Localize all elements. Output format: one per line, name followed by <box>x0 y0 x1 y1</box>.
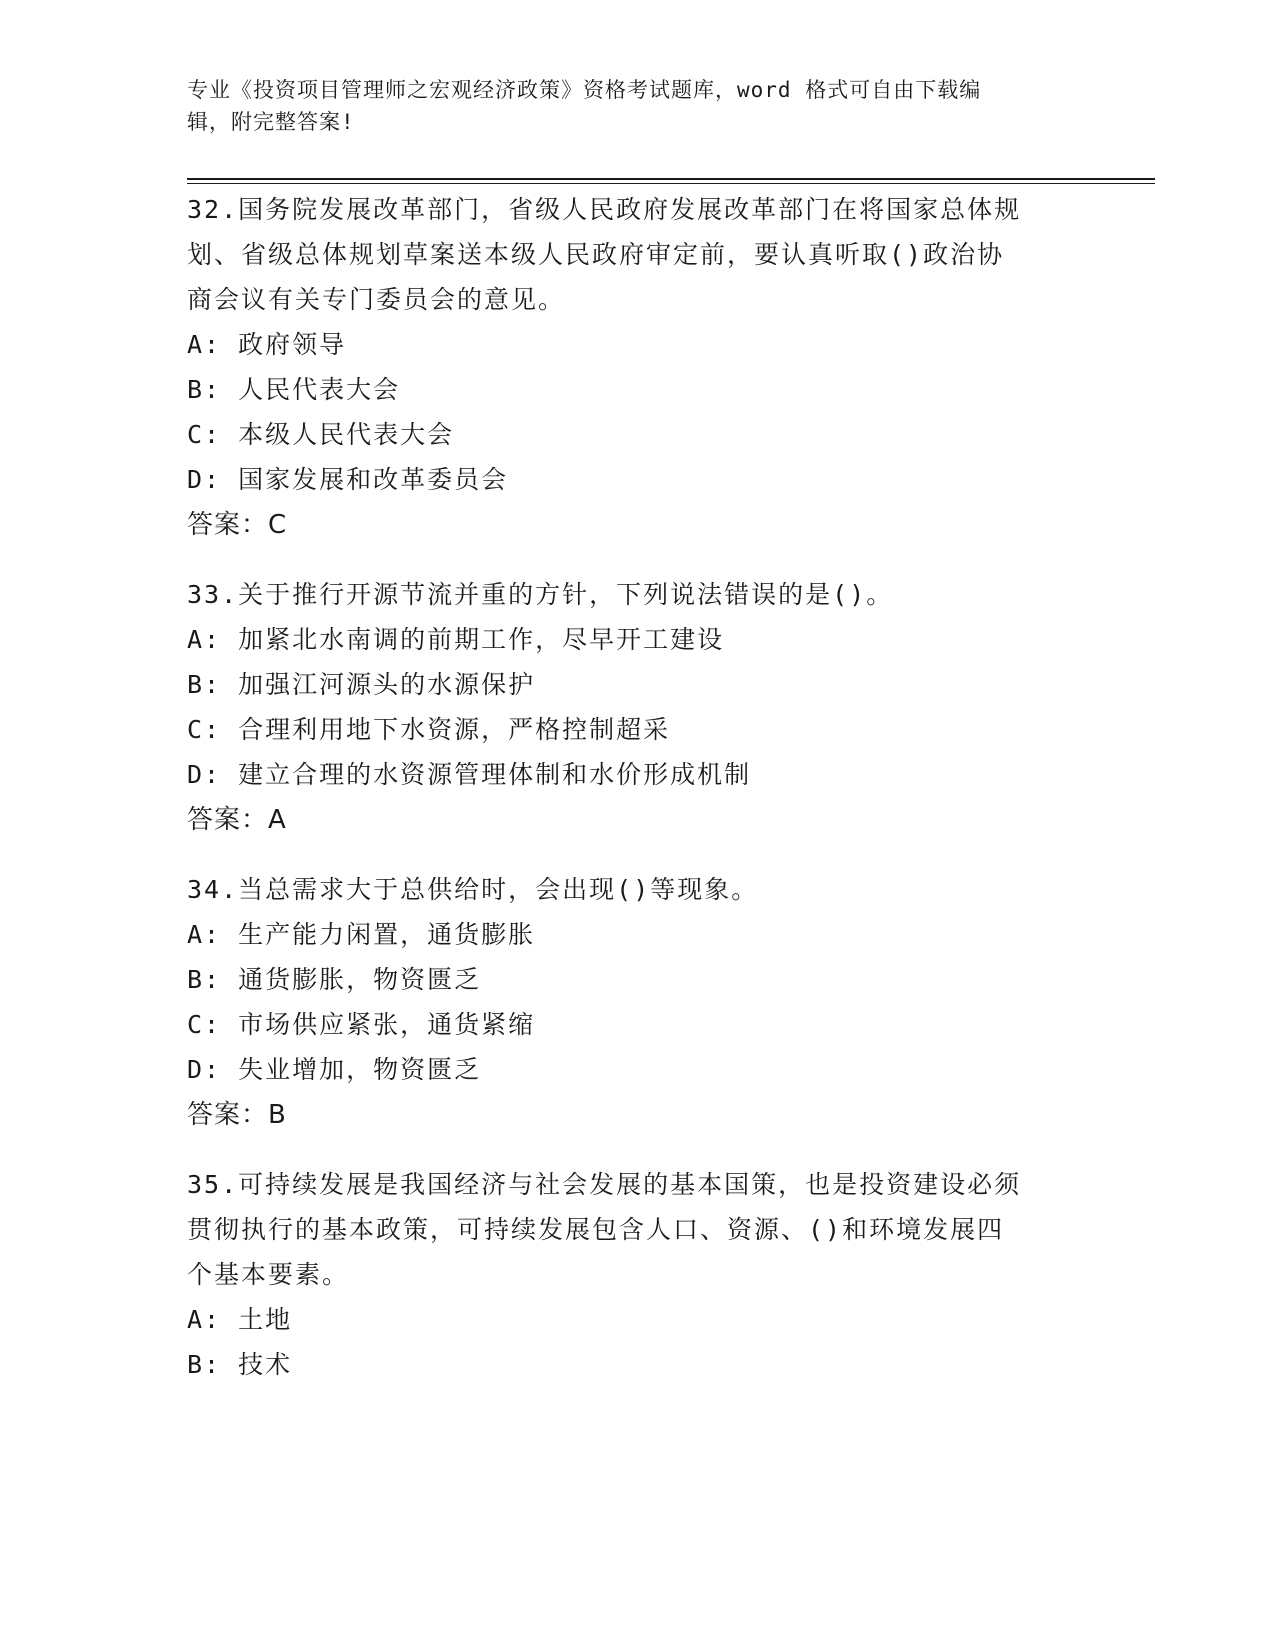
answer-option: A: 政府领导 <box>187 330 347 359</box>
question-block <box>187 572 1087 843</box>
answer-option: D: 失业增加，物资匮乏 <box>187 1055 482 1084</box>
answer-key: 答案：B <box>187 1100 287 1130</box>
question-stem: 34.当总需求大于总供给时，会出现()等现象。 <box>187 875 759 904</box>
answer-option: B: 通货膨胀，物资匮乏 <box>187 965 482 994</box>
answer-option: B: 人民代表大会 <box>187 375 401 404</box>
question-stem: 32.国务院发展改革部门，省级人民政府发展改革部门在将国家总体规 划、省级总体规划草案送本级人民政府审定前，要认真听取()政治协 商会议有关专门委员会的意见。 <box>187 195 1022 314</box>
answer-key: 答案：C <box>187 510 288 540</box>
answer-key: 答案：A <box>187 805 287 835</box>
answer-option: D: 建立合理的水资源管理体制和水价形成机制 <box>187 760 752 789</box>
answer-option: B: 加强江河源头的水源保护 <box>187 670 536 699</box>
header-rule-thick <box>187 178 1155 180</box>
answer-option: A: 生产能力闲置，通货膨胀 <box>187 920 536 949</box>
header-rule-thin <box>187 183 1155 184</box>
question-block <box>187 867 1087 1138</box>
answer-option: C: 合理利用地下水资源，严格控制超采 <box>187 715 671 744</box>
answer-option: B: 技术 <box>187 1350 293 1379</box>
question-stem: 35.可持续发展是我国经济与社会发展的基本国策，也是投资建设必须 贯彻执行的基本政策，可持续发展包含人口、资源、()和环境发展四 个基本要素。 <box>187 1170 1022 1289</box>
question-block <box>187 187 1087 548</box>
answer-option: C: 市场供应紧张，通货紧缩 <box>187 1010 536 1039</box>
question-stem: 33.关于推行开源节流并重的方针，下列说法错误的是()。 <box>187 580 894 609</box>
question-block <box>187 1162 1087 1387</box>
answer-option: A: 土地 <box>187 1305 293 1334</box>
answer-option: C: 本级人民代表大会 <box>187 420 455 449</box>
answer-option: D: 国家发展和改革委员会 <box>187 465 509 494</box>
document-header-note: 专业《投资项目管理师之宏观经济政策》资格考试题库，word 格式可自由下载编 辑，附完整答案! <box>187 78 982 134</box>
answer-option: A: 加紧北水南调的前期工作，尽早开工建设 <box>187 625 725 654</box>
question-list <box>187 187 1087 1411</box>
